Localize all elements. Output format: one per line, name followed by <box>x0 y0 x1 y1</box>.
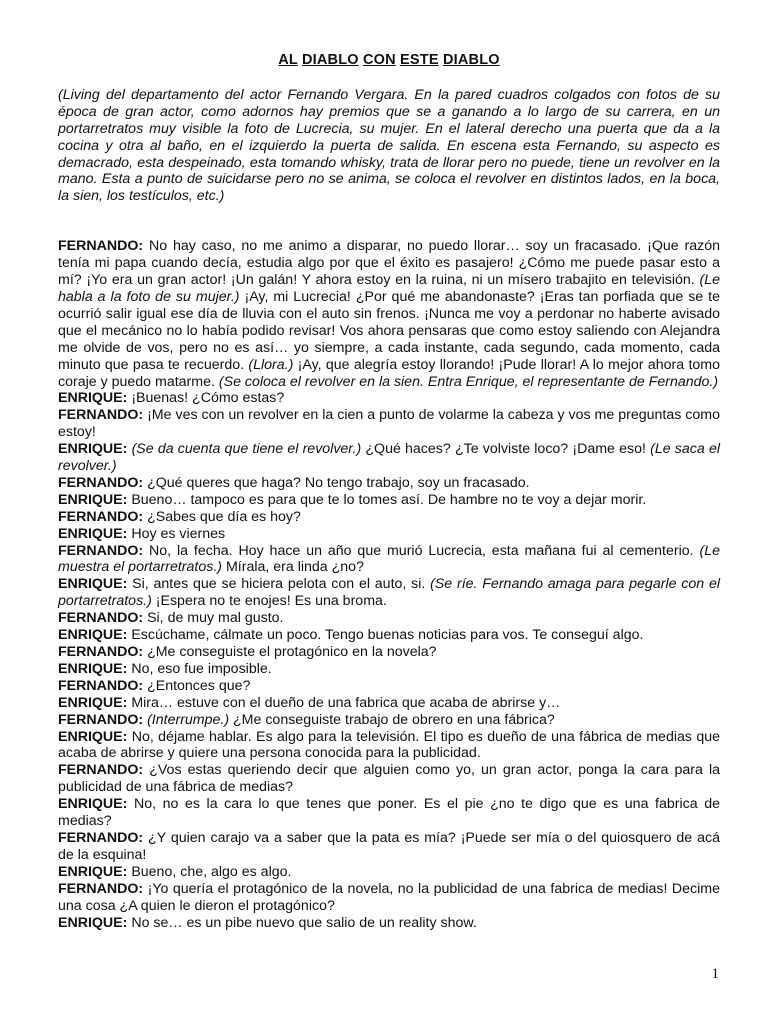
dialogue-text: No, eso fue imposible. <box>127 660 272 677</box>
page-number: 1 <box>711 966 719 982</box>
dialogue-text: ¿Sabes que día es hoy? <box>143 508 301 525</box>
speaker-name: FERNANDO: <box>58 474 144 491</box>
dialogue-text: ¡Buenas! ¿Cómo estas? <box>127 390 285 407</box>
dialogue-line <box>58 610 720 627</box>
speaker-name: ENRIQUE: <box>58 576 128 593</box>
speaker-name: FERNANDO: <box>58 711 144 728</box>
document-page <box>58 52 720 931</box>
dialogue-line <box>58 830 720 864</box>
title-word: DIABLO <box>301 52 359 68</box>
dialogue-text: ¡Yo quería el protagónico de la novela, no la publicidad de una fabrica de medias! Decime una cosa ¿A quien le dieron el protagónico? <box>58 880 720 914</box>
section-gap <box>58 205 720 238</box>
dialogue-text: Hoy es viernes <box>127 525 226 542</box>
stage-direction: (Se da cuenta que tiene el revolver.) <box>131 441 362 458</box>
dialogue-text: ¡Me ves con un revolver en la cien a punto de volarme la cabeza y vos me preguntas como estoy! <box>58 407 720 441</box>
dialogue-line <box>58 526 720 543</box>
dialogue-line <box>58 407 720 441</box>
dialogue-line <box>58 509 720 526</box>
dialogue-line <box>58 644 720 661</box>
dialogue-line <box>58 390 720 407</box>
dialogue-line <box>58 796 720 830</box>
dialogue-line <box>58 238 720 390</box>
speaker-name: ENRIQUE: <box>58 390 128 407</box>
dialogue-line <box>58 627 720 644</box>
title-word: CON <box>362 52 396 68</box>
dialogue-line <box>58 695 720 712</box>
dialogue-text: Mírala, era linda ¿no? <box>222 559 364 576</box>
dialogue-text: ¡Ay, que alegría estoy llorando! ¡Pude llorar! A lo mejor ahora tomo coraje y puedo matarme. <box>58 356 720 390</box>
dialogue-line <box>58 661 720 678</box>
dialogue-text: No, no es la cara lo que tenes que poner. Es el pie ¿no te digo que es una fabrica de medias? <box>58 796 720 830</box>
speaker-name: FERNANDO: <box>58 677 144 694</box>
speaker-name: FERNANDO: <box>58 644 144 660</box>
speaker-name: ENRIQUE: <box>58 441 128 458</box>
speaker-name: ENRIQUE: <box>58 525 128 542</box>
stage-direction: (Interrumpe.) <box>147 711 230 728</box>
speaker-name: ENRIQUE: <box>58 914 128 931</box>
dialogue-line <box>58 475 720 492</box>
stage-direction: (Le habla a la foto de su mujer.) <box>58 272 720 305</box>
speaker-name: FERNANDO: <box>58 880 144 897</box>
stage-direction: (Le muestra el portarretratos.) <box>58 542 720 576</box>
dialogue-line <box>58 678 720 695</box>
speaker-name: FERNANDO: <box>58 508 144 525</box>
title-word: AL <box>278 52 298 68</box>
dialogue-line <box>58 881 720 915</box>
speaker-name: ENRIQUE: <box>58 796 128 813</box>
dialogue-text: ¿Me conseguiste el protagónico en la novela? <box>143 644 437 660</box>
dialogue-line <box>58 543 720 577</box>
speaker-name: FERNANDO: <box>58 407 144 424</box>
dialogue-line <box>58 915 720 932</box>
dialogue-text: No hay caso, no me animo a disparar, no puedo llorar… soy un fracasado. ¡Que razón tenía mi papa cuando decía, estudia algo por que el éxito es pasajero! ¿Cómo me puede pasar esto a mí? ¡Yo era un gran actor! ¡Un galán! Y ahora estoy en la ruina, ni un mísero trabajito en televisión. <box>58 238 720 289</box>
dialogue-line <box>58 576 720 610</box>
stage-direction: (Llora.) <box>248 356 294 373</box>
dialogue-text: Bueno, che, algo es algo. <box>127 863 292 880</box>
stage-direction: (Le saca el revolver.) <box>58 441 721 475</box>
speaker-name: FERNANDO: <box>58 238 144 255</box>
dialogue-line <box>58 441 720 475</box>
stage-directions-intro: (Living del departamento del actor Fernando Vergara. En la pared cuadros colgados con fotos de su época de gran actor, como adornos hay premios que se a ganando a lo largo de su carrera, en un portarretratos muy visible la foto de Lucrecia, su mujer. En el lateral derecho una puerta que da a la cocina y otra al baño, en el izquierdo la puerta de salida. En escena esta Fernando, su aspecto es demacrado, esta despeinado, esta tomando whisky, trata de llorar pero no puede, tiene un revolver en la mano. Esta a punto de suicidarse pero no se anima, se coloca el revolver en distintos lados, en la boca, la sien, los testículos, etc.) <box>58 86 720 205</box>
speaker-name: FERNANDO: <box>58 542 144 559</box>
dialogue-text: ¿Qué haces? ¿Te volviste loco? ¡Dame eso! <box>361 441 651 458</box>
dialogue-text: ¿Qué queres que haga? No tengo trabajo, soy un fracasado. <box>143 474 530 491</box>
speaker-name: ENRIQUE: <box>58 491 128 508</box>
speaker-name: ENRIQUE: <box>58 728 128 745</box>
dialogue-line <box>58 492 720 509</box>
dialogue-text: ¿Vos estas queriendo decir que alguien como yo, un gran actor, ponga la cara para la publicidad de una fábrica de medias? <box>58 762 720 796</box>
speaker-name: FERNANDO: <box>58 829 144 846</box>
dialogue-text: Escúchame, cálmate un poco. Tengo buenas noticias para vos. Te conseguí algo. <box>127 627 644 644</box>
dialogue-text: No, déjame hablar. Es algo para la televisión. El tipo es dueño de una fábrica de medias que acaba de abrirse y quiere una persona conocida para la publicidad. <box>58 728 720 762</box>
dialogue-text: ¡Ay, mi Lucrecia! ¿Por qué me abandonaste? ¡Eras tan porfiada que se te ocurrió salir igual ese día de lluvia con el auto sin frenos. ¡Nunca me voy a perdonar no haberte avisado que el mecánico no lo había podido revisar! Vos ahora pensaras que como estoy saliendo con Alejandra me olvide de vos, pero no es así… yo siempre, a cada instante, cada segundo, cada momento, cada minuto que pasa te recuerdo. <box>58 288 721 373</box>
dialogue-text: Bueno… tampoco es para que te lo tomes así. De hambre no te voy a dejar morir. <box>127 491 647 508</box>
title-word: ESTE <box>400 52 439 68</box>
title-word: DIABLO <box>442 52 500 68</box>
speaker-name: FERNANDO: <box>58 610 144 627</box>
dialogue-line <box>58 762 720 796</box>
stage-direction: (Se ríe. Fernando amaga para pegarle con el portarretratos.) <box>58 576 720 610</box>
dialogue-line <box>58 729 720 763</box>
speaker-name: ENRIQUE: <box>58 627 128 644</box>
dialogue-text: Si, de muy mal gusto. <box>143 610 284 627</box>
dialogue-text: Si, antes que se hiciera pelota con el auto, si. <box>127 576 431 593</box>
dialogue-list <box>58 238 720 931</box>
speaker-name: FERNANDO: <box>58 762 144 779</box>
speaker-name: ENRIQUE: <box>58 694 128 711</box>
dialogue-text: ¿Entonces que? <box>143 677 251 694</box>
stage-direction: (Se coloca el revolver en la sien. Entra Enrique, el representante de Fernando.) <box>218 373 719 390</box>
dialogue-text: ¿Me conseguiste trabajo de obrero en una fábrica? <box>229 711 555 728</box>
speaker-name: ENRIQUE: <box>58 863 128 880</box>
speaker-name: ENRIQUE: <box>58 660 128 677</box>
dialogue-line <box>58 712 720 729</box>
dialogue-line <box>58 864 720 881</box>
dialogue-text: No se… es un pibe nuevo que salio de un reality show. <box>127 914 477 931</box>
dialogue-text: Mira… estuve con el dueño de una fabrica que acaba de abrirse y… <box>127 694 561 711</box>
play-title <box>58 52 720 69</box>
dialogue-text: ¿Y quien carajo va a saber que la pata es mía? ¡Puede ser mía o del quiosquero de acá de la esquina! <box>58 829 720 863</box>
dialogue-text: No, la fecha. Hoy hace un año que murió Lucrecia, esta mañana fui al cementerio. <box>143 542 700 559</box>
dialogue-text: ¡Espera no te enojes! Es una broma. <box>151 593 387 610</box>
